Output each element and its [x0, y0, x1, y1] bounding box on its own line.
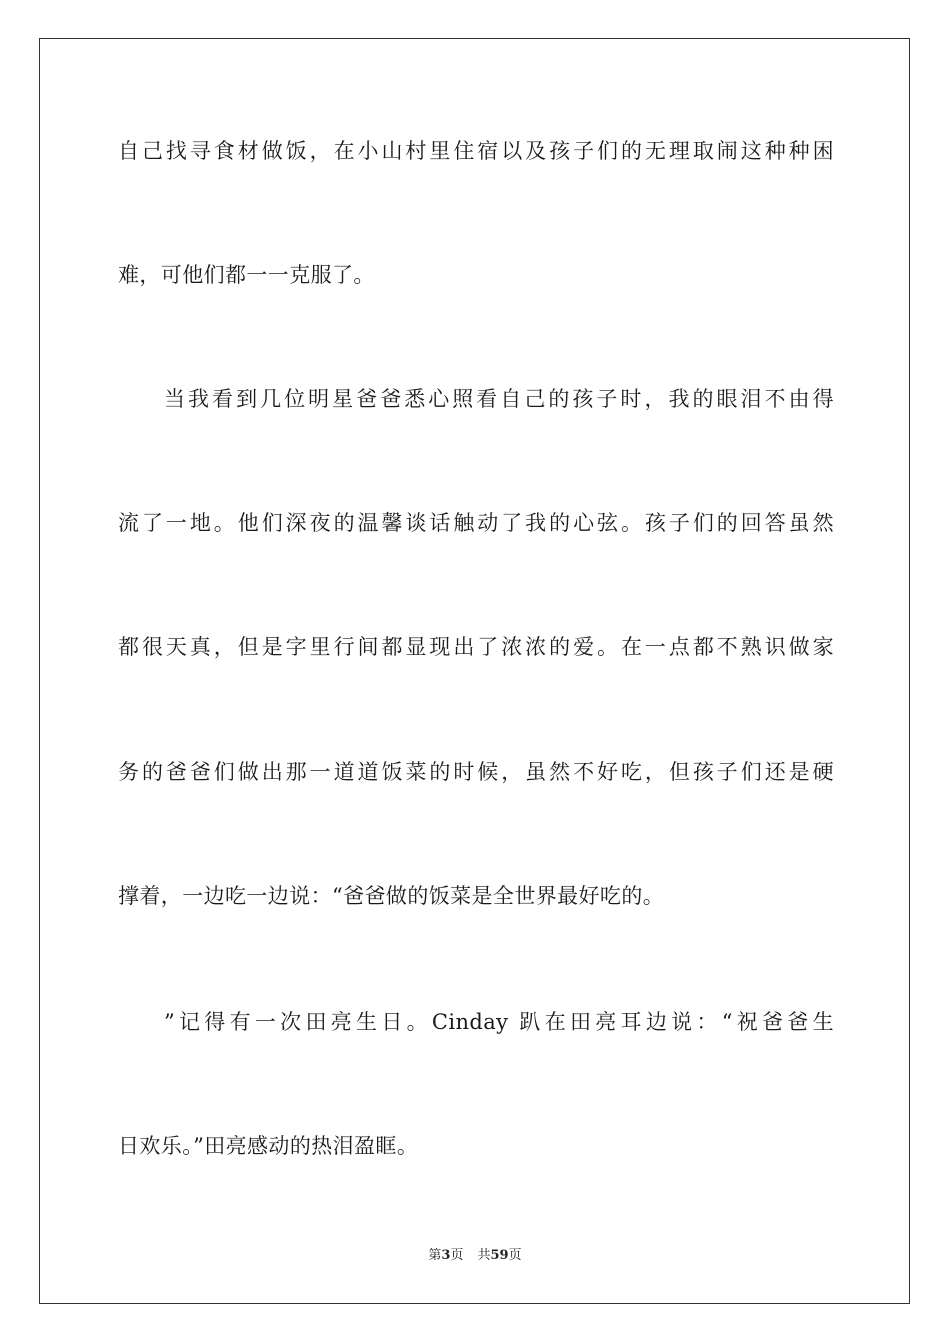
- text-line-2: 难，可他们都一一克服了。: [118, 263, 375, 287]
- text-line-1: 自己找寻食材做饭，在小山村里住宿以及孩子们的无理取闹这种种困: [118, 139, 834, 163]
- text-line-6: 务的爸爸们做出那一道道饭菜的时候，虽然不好吃，但孩子们还是硬: [118, 760, 834, 784]
- text-line-9: 日欢乐。”田亮感动的热泪盈眶。: [118, 1134, 419, 1158]
- text-line-8: ”记得有一次田亮生日。Cinday 趴在田亮耳边说：“祝爸爸生: [164, 1010, 834, 1034]
- total-suffix: 页: [508, 1248, 522, 1263]
- total-prefix: 共: [477, 1248, 491, 1263]
- text-line-5: 都很天真，但是字里行间都显现出了浓浓的爱。在一点都不熟识做家: [118, 635, 834, 659]
- text-line-4: 流了一地。他们深夜的温馨谈话触动了我的心弦。孩子们的回答虽然: [118, 511, 834, 535]
- text-line-3: 当我看到几位明星爸爸悉心照看自己的孩子时，我的眼泪不由得: [164, 387, 834, 411]
- page-border: [39, 38, 910, 1304]
- page-prefix: 第: [428, 1248, 442, 1263]
- text-line-7: 撑着，一边吃一边说：“爸爸做的饭菜是全世界最好吃的。: [118, 884, 665, 908]
- total-pages: 59: [490, 1248, 509, 1263]
- page-number: 3: [441, 1248, 451, 1263]
- page-footer: [0, 1247, 950, 1265]
- page-suffix: 页: [450, 1248, 464, 1263]
